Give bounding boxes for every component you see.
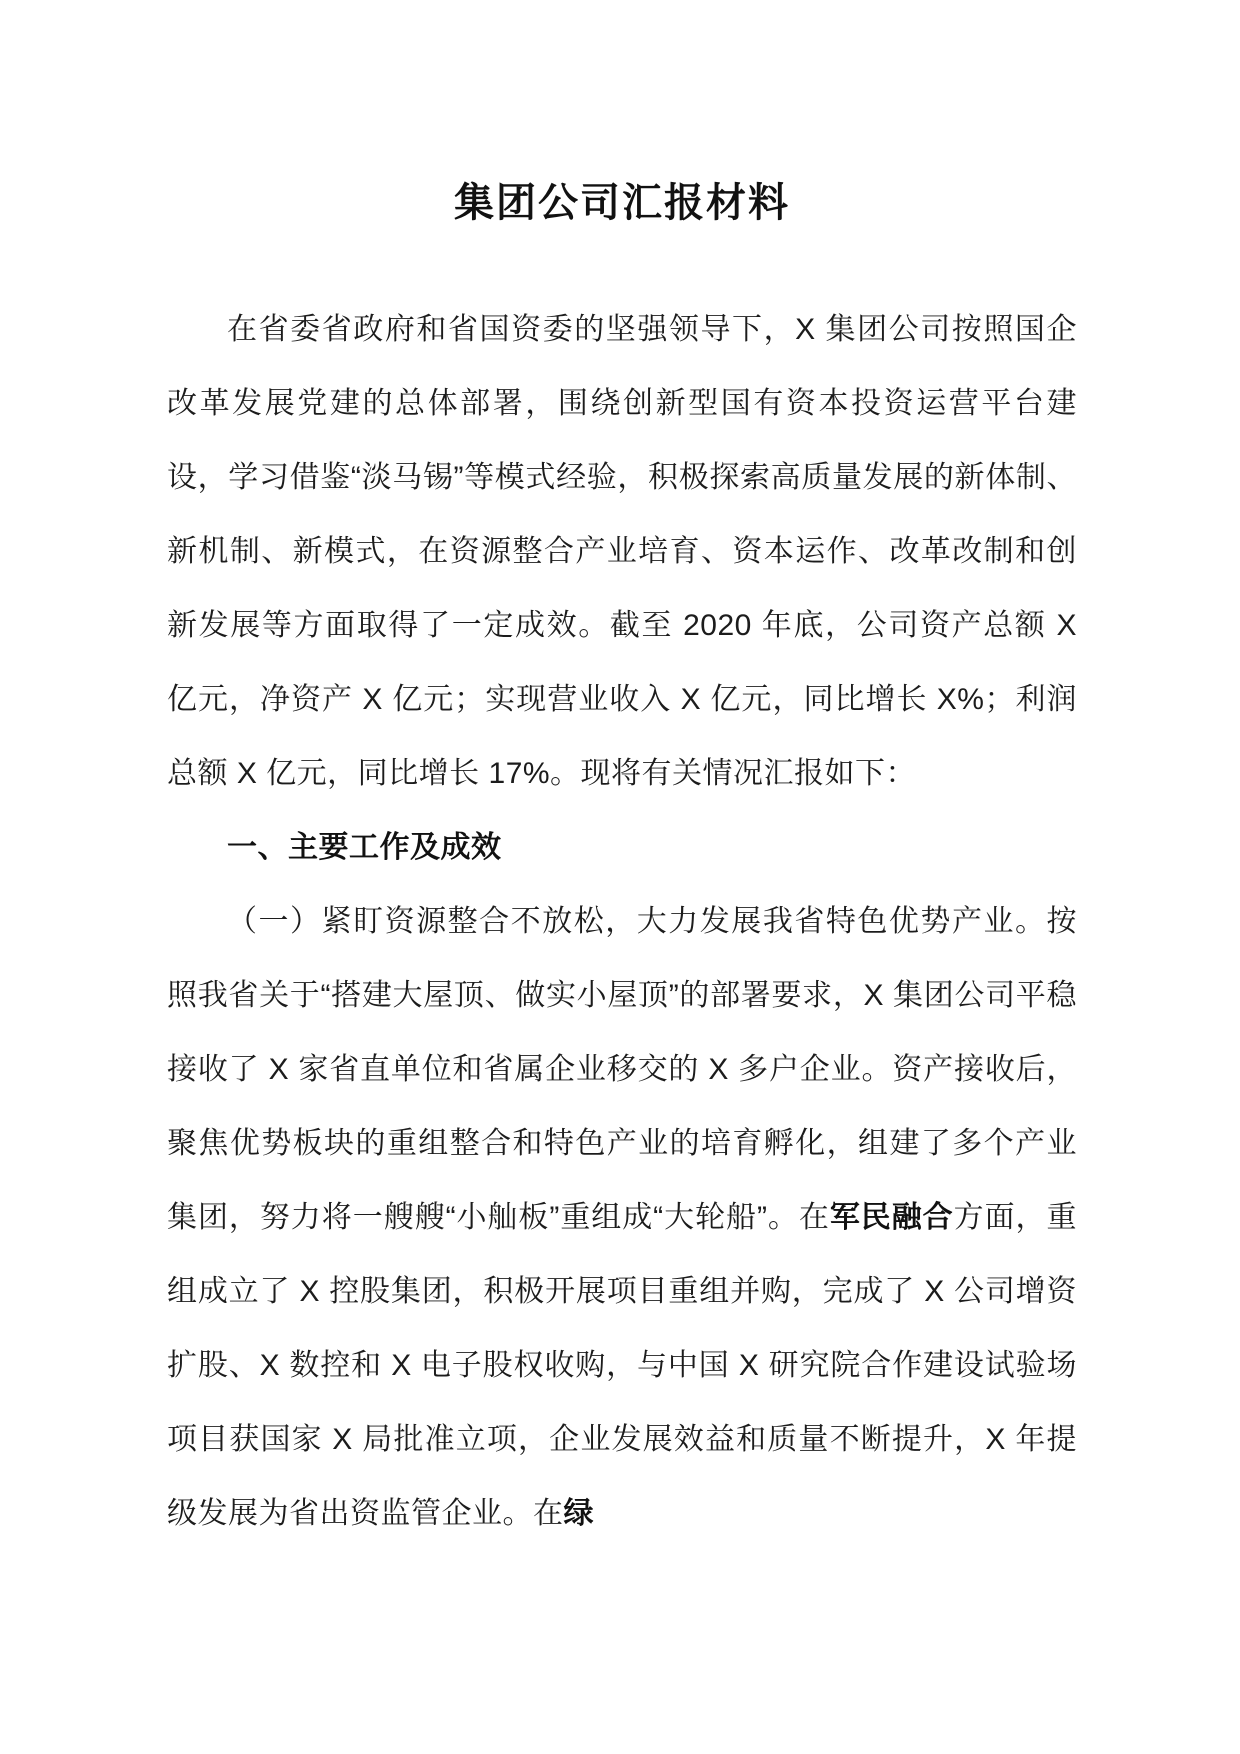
- bold-text-run: 军民融合: [829, 1201, 954, 1234]
- document-title: 集团公司汇报材料: [454, 181, 790, 225]
- text-run: （一）紧盯资源整合不放松，大力发展我省特色优势产业。按照我省关于“搭建大屋顶、做实小屋顶”的部署要求，X 集团公司平稳接收了 X 家省直单位和省属企业移交的 X 多户企业。资产接收后，聚焦优势板块的重组整合和特色产业的培育孵化，组建了多个产业集团，努力将一艘艘“小舢板”重组成“大轮船”。在: [167, 905, 1077, 1234]
- text-run: 在省委省政府和省国资委的坚强领导下，X 集团公司按照国企改革发展党建的总体部署，围绕创新型国有资本投资运营平台建设，学习借鉴“淡马锡”等模式经验，积极探索高质量发展的新体制、新机制、新模式，在资源整合产业培育、资本运作、改革改制和创新发展等方面取得了一定成效。截至 2020 年底，公司资产总额 X 亿元，净资产 X 亿元；实现营业收入 X 亿元，同比增长 X%；利润总额 X 亿元，同比增长 17%。现将有关情况汇报如下：: [167, 313, 1077, 790]
- paragraph-intro: [167, 293, 1077, 811]
- text-run: 方面，重组成立了 X 控股集团，积极开展项目重组并购，完成了 X 公司增资扩股、X 数控和 X 电子股权收购，与中国 X 研究院合作建设试验场项目获国家 X 局批准立项，企业发展效益和质量不断提升，X 年提级发展为省出资监管企业。在: [167, 1201, 1077, 1530]
- paragraph-section-1: [167, 885, 1077, 1551]
- section-heading: [167, 811, 1077, 885]
- bold-text-run: 绿: [563, 1497, 594, 1530]
- bold-text-run: 一、主要工作及成效: [227, 831, 502, 864]
